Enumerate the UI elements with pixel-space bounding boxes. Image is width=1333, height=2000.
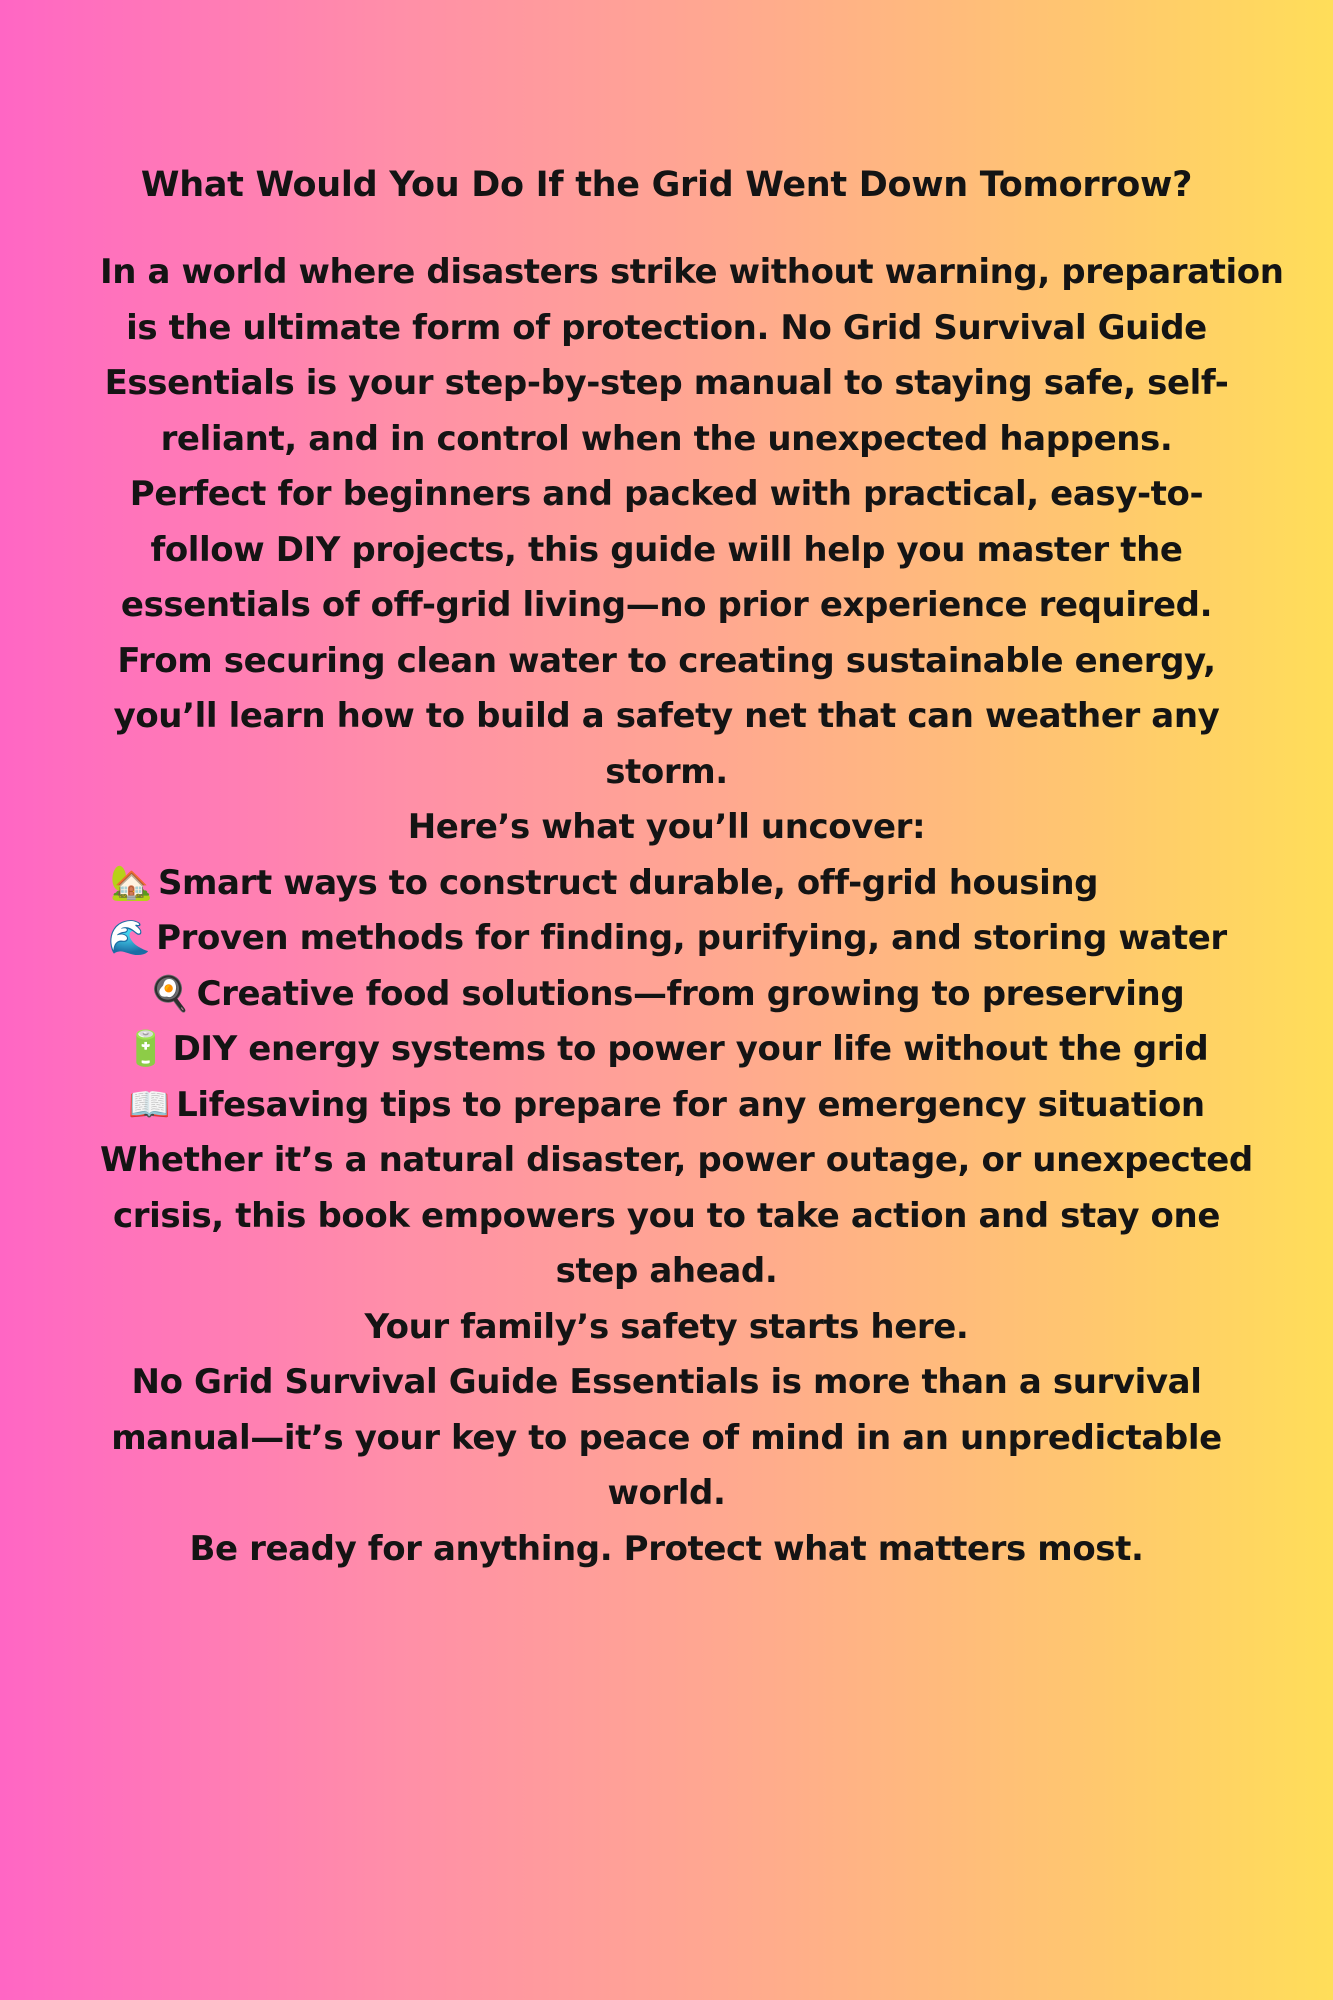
intro-line: follow DIY projects, this guide will help you master the: [150, 529, 1183, 570]
call-to-action: Be ready for anything. Protect what matters most.: [189, 1528, 1144, 1569]
intro-line: you’ll learn how to build a safety net that can weather any: [113, 696, 1220, 736]
closing-line: Whether it’s a natural disaster, power outage, or unexpected: [100, 1140, 1253, 1180]
house-icon: 🏡: [110, 862, 152, 903]
list-item: [100, 1022, 1233, 1078]
description-body: [100, 245, 1284, 1577]
list-item-text: Creative food solutions—from growing to preserving: [196, 973, 1185, 1014]
intro-line: essentials of off-grid living—no prior experience required.: [120, 585, 1213, 625]
uncover-heading: Here’s what you’ll uncover:: [407, 807, 926, 847]
list-item: [100, 967, 1233, 1023]
intro-line: storm.: [605, 751, 728, 792]
list-item: [100, 911, 1233, 967]
intro-line: reliant, and in control when the unexpected happens.: [160, 418, 1173, 459]
closing-line: manual—it’s your key to peace of mind in an unpredictable: [111, 1417, 1222, 1458]
frying-pan-icon: 🍳: [148, 973, 191, 1014]
intro-line: Essentials is your step-by-step manual to staying safe, self-: [104, 363, 1229, 403]
intro-line: In a world where disasters strike without warning, preparation: [100, 252, 1284, 292]
battery-icon: 🔋: [124, 1029, 167, 1069]
closing-line: step ahead.: [555, 1251, 778, 1291]
wave-icon: 🌊: [108, 918, 151, 958]
closing-line: No Grid Survival Guide Essentials is more than a survival: [131, 1362, 1202, 1402]
list-item-text: Proven methods for finding, purifying, and storing water: [156, 918, 1227, 958]
list-item: [100, 1078, 1233, 1134]
tagline: Your family’s safety starts here.: [364, 1306, 969, 1347]
page-title: What Would You Do If the Grid Went Down Tomorrow?: [140, 165, 1193, 205]
book-icon: 📖: [128, 1084, 171, 1125]
intro-line: From securing clean water to creating sustainable energy,: [117, 640, 1216, 681]
closing-line: world.: [607, 1473, 726, 1513]
list-item: [100, 856, 1233, 912]
intro-line: Perfect for beginners and packed with practical, easy-to-: [129, 474, 1204, 514]
intro-line: is the ultimate form of protection. No Grid Survival Guide: [126, 307, 1207, 348]
description-card: [100, 155, 1284, 1577]
list-item-text: Lifesaving tips to prepare for any emergency situation: [176, 1084, 1205, 1125]
feature-list: [100, 856, 1233, 1134]
list-item-text: DIY energy systems to power your life without the grid: [172, 1029, 1209, 1069]
closing-line: crisis, this book empowers you to take action and stay one: [113, 1195, 1220, 1236]
list-item-text: Smart ways to construct durable, off-grid housing: [157, 862, 1099, 903]
